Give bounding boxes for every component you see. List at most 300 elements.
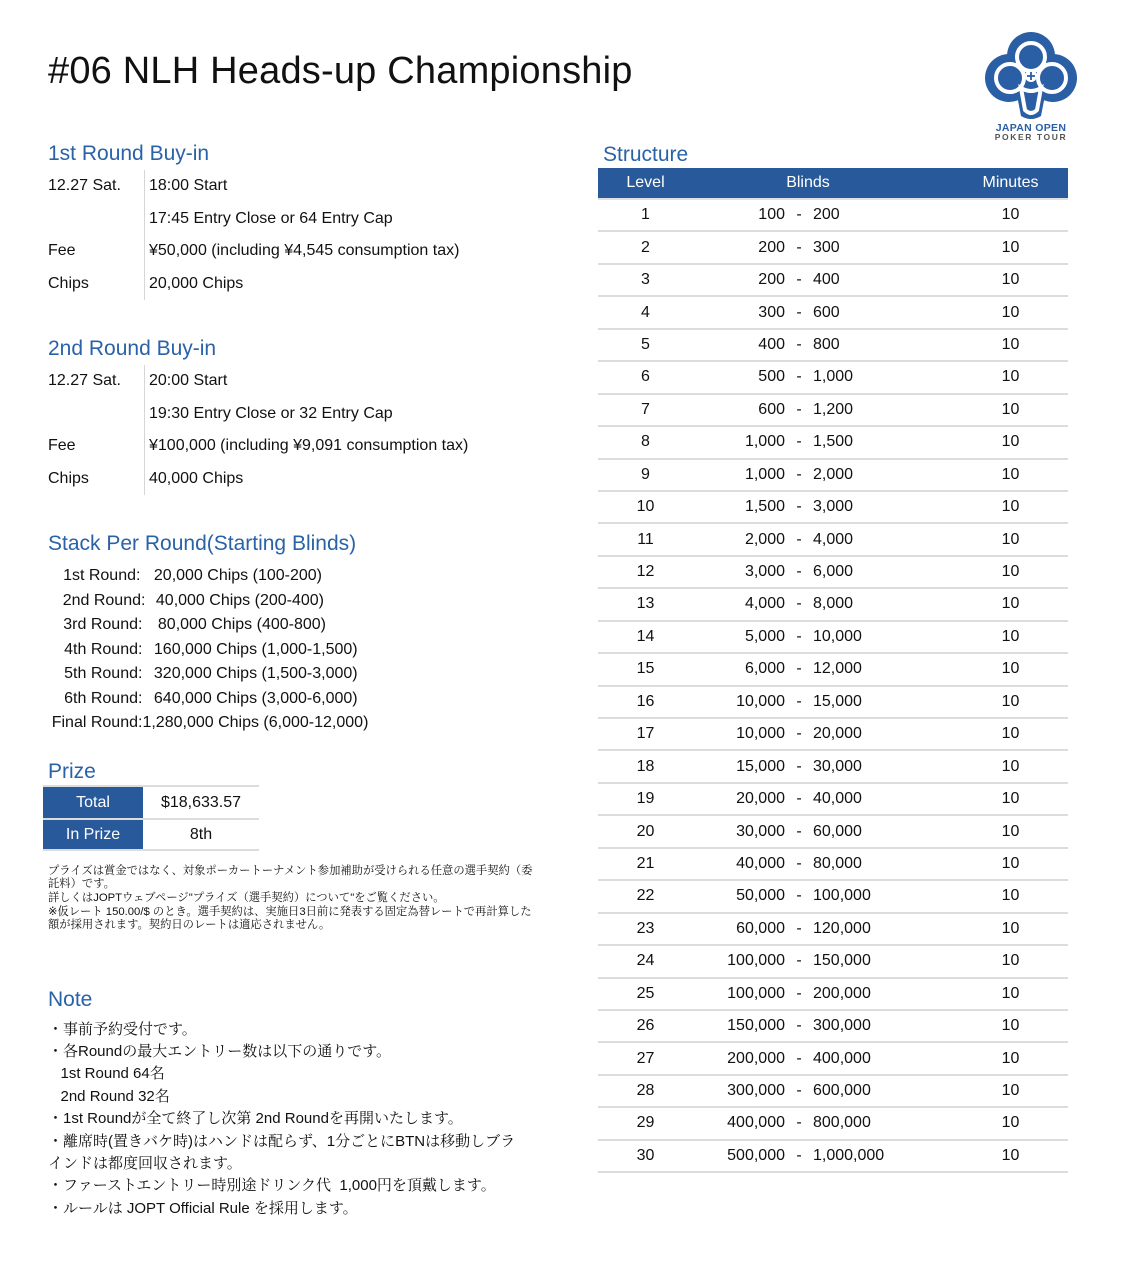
- small-blind: 50,000: [736, 887, 785, 905]
- row-value: 17:45 Entry Close or 64 Entry Cap: [144, 203, 393, 236]
- structure-row: [598, 881, 1068, 913]
- small-blind: 200,000: [727, 1049, 785, 1067]
- minutes-cell: 10: [1001, 1017, 1020, 1035]
- blinds-cell: [693, 660, 913, 678]
- structure-row: [598, 524, 1068, 556]
- blinds-cell: [693, 498, 913, 516]
- blinds-cell: [693, 595, 913, 613]
- minutes-cell: 10: [1001, 563, 1020, 581]
- column-header-minutes: Minutes: [982, 174, 1039, 191]
- small-blind: 100,000: [727, 952, 785, 970]
- small-blind: 100,000: [727, 984, 785, 1002]
- prize-value: 8th: [189, 825, 213, 843]
- blinds-cell: [693, 1114, 913, 1132]
- stack-round-label: 4th Round: [64, 640, 138, 658]
- big-blind: 12,000: [813, 660, 862, 678]
- stack-colon: :: [138, 616, 147, 634]
- small-blind: 5,000: [744, 627, 785, 645]
- level-cell: 20: [636, 822, 655, 840]
- minutes-cell: 10: [1001, 919, 1020, 937]
- row-key: 12.27 Sat.: [48, 372, 121, 390]
- structure-row: [598, 654, 1068, 686]
- level-cell: 24: [636, 952, 655, 970]
- row-value: 40,000 Chips: [144, 463, 243, 496]
- big-blind: 15,000: [813, 692, 862, 710]
- minutes-cell: 10: [1001, 1114, 1020, 1132]
- blinds-separator: -: [796, 498, 802, 516]
- note-heading: Note: [48, 988, 93, 1011]
- big-blind: 400: [813, 271, 840, 289]
- round2-buyin-table: [48, 365, 528, 495]
- minutes-cell: 10: [1001, 206, 1020, 224]
- small-blind: 500,000: [727, 1146, 785, 1164]
- level-cell: 6: [641, 368, 650, 386]
- level-cell: 29: [636, 1114, 655, 1132]
- big-blind: 800,000: [813, 1114, 871, 1132]
- stack-round-label: Final Round: [51, 714, 138, 732]
- stack-row: [48, 638, 368, 663]
- stack-row: [48, 662, 368, 687]
- note-line: ・1st Roundが全て終了し次第 2nd Roundを再開いたします。: [48, 1110, 463, 1128]
- structure-row: [598, 1011, 1068, 1043]
- blinds-separator: -: [796, 952, 802, 970]
- level-cell: 2: [641, 238, 650, 256]
- round2-row-date: [48, 365, 528, 398]
- small-blind: 100: [758, 206, 785, 224]
- stack-colon: :: [141, 591, 150, 609]
- small-blind: 3,000: [744, 563, 785, 581]
- structure-table: [598, 168, 1068, 1173]
- stack-value: 640,000 Chips (3,000-6,000): [153, 689, 358, 707]
- small-blind: 1,000: [744, 465, 785, 483]
- structure-row: [598, 687, 1068, 719]
- round1-row-entry-close: [48, 203, 528, 236]
- stack-round-label: 6th Round: [64, 689, 138, 707]
- structure-row: [598, 589, 1068, 621]
- big-blind: 10,000: [813, 627, 862, 645]
- logo-line1: JAPAN OPEN: [995, 122, 1067, 134]
- small-blind: 10,000: [736, 692, 785, 710]
- column-header-level: Level: [626, 174, 665, 191]
- blinds-separator: -: [796, 887, 802, 905]
- note-line: ・離席時(置きバケ時)はハンドは配らず、1分ごとにBTNは移動しブラ: [48, 1132, 516, 1150]
- blinds-cell: [693, 790, 913, 808]
- stack-round-label: 3rd Round: [63, 616, 138, 634]
- blinds-separator: -: [796, 206, 802, 224]
- big-blind: 60,000: [813, 822, 862, 840]
- minutes-cell: 10: [1001, 887, 1020, 905]
- structure-row: [598, 1076, 1068, 1108]
- minutes-cell: 10: [1001, 368, 1020, 386]
- small-blind: 30,000: [736, 822, 785, 840]
- structure-row: [598, 427, 1068, 459]
- blinds-separator: -: [796, 465, 802, 483]
- small-blind: 20,000: [736, 790, 785, 808]
- blinds-cell: [693, 401, 913, 419]
- blinds-cell: [693, 952, 913, 970]
- structure-row: [598, 751, 1068, 783]
- blinds-cell: [693, 271, 913, 289]
- blinds-cell: [693, 985, 913, 1003]
- blinds-separator: -: [796, 1082, 802, 1100]
- row-key: Chips: [48, 274, 89, 292]
- structure-header-row: [598, 168, 1068, 200]
- blinds-separator: -: [796, 757, 802, 775]
- blinds-separator: -: [796, 595, 802, 613]
- minutes-cell: 10: [1001, 692, 1020, 710]
- blinds-cell: [693, 239, 913, 257]
- level-cell: 4: [641, 303, 650, 321]
- row-value: 19:30 Entry Close or 32 Entry Cap: [144, 398, 393, 431]
- blinds-cell: [693, 855, 913, 873]
- big-blind: 120,000: [813, 919, 871, 937]
- structure-row: [598, 914, 1068, 946]
- level-cell: 26: [636, 1017, 655, 1035]
- minutes-cell: 10: [1001, 303, 1020, 321]
- big-blind: 6,000: [813, 563, 854, 581]
- minutes-cell: 10: [1001, 530, 1020, 548]
- note-line: 1st Round 64名: [48, 1065, 165, 1083]
- stack-colon: :: [138, 689, 147, 707]
- level-cell: 28: [636, 1082, 655, 1100]
- prize-row-total: [43, 785, 259, 818]
- blinds-separator: -: [796, 563, 802, 581]
- round2-heading: 2nd Round Buy-in: [48, 337, 217, 360]
- blinds-cell: [693, 1082, 913, 1100]
- round1-buyin-table: [48, 170, 528, 300]
- big-blind: 1,500: [813, 433, 854, 451]
- structure-row: [598, 622, 1068, 654]
- level-cell: 10: [636, 498, 655, 516]
- big-blind: 30,000: [813, 757, 862, 775]
- round2-row-fee: [48, 430, 528, 463]
- minutes-cell: 10: [1001, 660, 1020, 678]
- minutes-cell: 10: [1001, 854, 1020, 872]
- prize-table: [43, 785, 259, 851]
- small-blind: 200: [758, 271, 785, 289]
- minutes-cell: 10: [1001, 400, 1020, 418]
- prize-value: $18,633.57: [160, 793, 242, 811]
- round2-row-entry-close: [48, 398, 528, 431]
- blinds-cell: [693, 531, 913, 549]
- small-blind: 400: [758, 335, 785, 353]
- structure-row: [598, 557, 1068, 589]
- stack-row: [48, 589, 368, 614]
- blinds-separator: -: [796, 335, 802, 353]
- big-blind: 1,000: [813, 368, 854, 386]
- structure-row: [598, 1043, 1068, 1075]
- minutes-cell: 10: [1001, 790, 1020, 808]
- blinds-separator: -: [796, 790, 802, 808]
- minutes-cell: 10: [1001, 465, 1020, 483]
- small-blind: 300: [758, 303, 785, 321]
- level-cell: 5: [641, 335, 650, 353]
- level-cell: 15: [636, 660, 655, 678]
- big-blind: 300,000: [813, 1017, 871, 1035]
- stack-list: [48, 564, 368, 736]
- round1-row-date: [48, 170, 528, 203]
- blinds-cell: [693, 628, 913, 646]
- structure-row: [598, 849, 1068, 881]
- blinds-cell: [693, 823, 913, 841]
- stack-round-label: 1st Round: [63, 567, 136, 585]
- structure-row: [598, 330, 1068, 362]
- prize-note: プライズは賞金ではなく、対象ポーカートーナメント参加補助が受けられる任意の選手契約（委託料）です。: [48, 865, 533, 890]
- small-blind: 10,000: [736, 725, 785, 743]
- note-line: ・事前予約受付です。: [48, 1020, 197, 1038]
- structure-row: [598, 492, 1068, 524]
- blinds-cell: [693, 563, 913, 581]
- blinds-cell: [693, 206, 913, 224]
- level-cell: 11: [637, 530, 654, 548]
- level-cell: 19: [636, 790, 655, 808]
- stack-value: 320,000 Chips (1,500-3,000): [153, 665, 358, 683]
- big-blind: 600: [813, 303, 840, 321]
- level-cell: 18: [636, 757, 655, 775]
- blinds-cell: [693, 336, 913, 354]
- round1-row-chips: [48, 268, 528, 301]
- row-value: 20:00 Start: [144, 365, 227, 398]
- small-blind: 1,500: [744, 498, 785, 516]
- note-line: インドは都度回収されます。: [48, 1155, 242, 1173]
- small-blind: 2,000: [744, 530, 785, 548]
- column-header-blinds: Blinds: [786, 174, 830, 191]
- stack-value: 20,000 Chips (100-200): [153, 567, 322, 585]
- minutes-cell: 10: [1001, 627, 1020, 645]
- small-blind: 6,000: [744, 660, 785, 678]
- minutes-cell: 10: [1001, 433, 1020, 451]
- blinds-cell: [693, 433, 913, 451]
- level-cell: 25: [636, 984, 655, 1002]
- logo-line2: POKER TOUR: [994, 132, 1068, 142]
- blinds-cell: [693, 693, 913, 711]
- stack-colon: :: [136, 567, 145, 585]
- structure-row: [598, 816, 1068, 848]
- prize-row-in-prize: [43, 818, 259, 851]
- minutes-cell: 10: [1001, 595, 1020, 613]
- level-cell: 3: [641, 271, 650, 289]
- blinds-cell: [693, 1017, 913, 1035]
- blinds-separator: -: [796, 1017, 802, 1035]
- big-blind: 20,000: [813, 725, 862, 743]
- big-blind: 1,000,000: [813, 1146, 885, 1164]
- structure-row: [598, 232, 1068, 264]
- note-line: 2nd Round 32名: [48, 1087, 170, 1105]
- small-blind: 400,000: [727, 1114, 785, 1132]
- blinds-separator: -: [796, 854, 802, 872]
- stack-round-label: 5th Round: [64, 665, 138, 683]
- big-blind: 100,000: [813, 887, 871, 905]
- jopt-logo: [985, 30, 1077, 142]
- big-blind: 800: [813, 335, 840, 353]
- minutes-cell: 10: [1001, 725, 1020, 743]
- level-cell: 8: [641, 433, 650, 451]
- level-cell: 30: [636, 1146, 655, 1164]
- small-blind: 40,000: [736, 854, 785, 872]
- level-cell: 9: [641, 465, 650, 483]
- blinds-separator: -: [796, 984, 802, 1002]
- row-value: 20,000 Chips: [144, 268, 243, 301]
- blinds-cell: [693, 368, 913, 386]
- small-blind: 150,000: [727, 1017, 785, 1035]
- structure-row: [598, 297, 1068, 329]
- stack-colon: :: [138, 714, 143, 732]
- row-value: ¥100,000 (including ¥9,091 consumption tax): [144, 430, 468, 463]
- stack-row: [48, 711, 368, 736]
- minutes-cell: 10: [1001, 757, 1020, 775]
- small-blind: 300,000: [727, 1082, 785, 1100]
- big-blind: 8,000: [813, 595, 854, 613]
- minutes-cell: 10: [1001, 952, 1020, 970]
- level-cell: 16: [636, 692, 655, 710]
- minutes-cell: 10: [1001, 498, 1020, 516]
- level-cell: 7: [641, 400, 650, 418]
- structure-row: [598, 395, 1068, 427]
- level-cell: 21: [636, 854, 655, 872]
- big-blind: 400,000: [813, 1049, 871, 1067]
- stack-colon: :: [138, 640, 147, 658]
- big-blind: 80,000: [813, 854, 862, 872]
- row-key: Fee: [48, 437, 76, 455]
- blinds-separator: -: [796, 303, 802, 321]
- round1-heading: 1st Round Buy-in: [48, 142, 210, 165]
- blinds-cell: [693, 1147, 913, 1165]
- level-cell: 22: [636, 887, 655, 905]
- structure-row: [598, 200, 1068, 232]
- prize-key: Total: [43, 787, 143, 818]
- small-blind: 4,000: [744, 595, 785, 613]
- blinds-separator: -: [796, 919, 802, 937]
- minutes-cell: 10: [1001, 1082, 1020, 1100]
- row-value: 18:00 Start: [144, 170, 227, 203]
- note-list: [48, 1017, 515, 1219]
- round2-row-chips: [48, 463, 528, 496]
- blinds-separator: -: [796, 530, 802, 548]
- blinds-cell: [693, 304, 913, 322]
- structure-row: [598, 946, 1068, 978]
- blinds-separator: -: [796, 725, 802, 743]
- blinds-separator: -: [796, 660, 802, 678]
- blinds-separator: -: [796, 368, 802, 386]
- level-cell: 23: [636, 919, 655, 937]
- big-blind: 2,000: [813, 465, 854, 483]
- stack-value: 40,000 Chips (200-400): [155, 591, 324, 609]
- minutes-cell: 10: [1001, 822, 1020, 840]
- big-blind: 4,000: [813, 530, 854, 548]
- note-line: ・ファーストエントリー時別途ドリンク代 1,000円を頂戴します。: [48, 1177, 496, 1195]
- row-value: ¥50,000 (including ¥4,545 consumption tax): [144, 235, 459, 268]
- minutes-cell: 10: [1001, 1146, 1020, 1164]
- row-key: 12.27 Sat.: [48, 177, 121, 195]
- blinds-cell: [693, 1050, 913, 1068]
- blinds-separator: -: [796, 433, 802, 451]
- small-blind: 200: [758, 238, 785, 256]
- prize-note: 詳しくはJOPTウェブページ"プライズ（選手契約）について"をご覧ください。: [48, 892, 445, 904]
- stack-value: 80,000 Chips (400-800): [157, 616, 326, 634]
- prize-heading: Prize: [48, 760, 96, 783]
- small-blind: 1,000: [744, 433, 785, 451]
- blinds-cell: [693, 725, 913, 743]
- prize-note: ※仮レート 150.00/$ のとき。選手契約は、実施日3日前に発表する固定為替レートで再計算した額が採用されます。契約日のレートは適応されません。: [48, 906, 532, 931]
- row-key: Fee: [48, 242, 76, 260]
- minutes-cell: 10: [1001, 1049, 1020, 1067]
- minutes-cell: 10: [1001, 984, 1020, 1002]
- small-blind: 60,000: [736, 919, 785, 937]
- blinds-cell: [693, 920, 913, 938]
- structure-row: [598, 1141, 1068, 1173]
- stack-colon: :: [138, 665, 147, 683]
- structure-row: [598, 362, 1068, 394]
- blinds-cell: [693, 887, 913, 905]
- structure-body: [598, 200, 1068, 1173]
- big-blind: 200: [813, 206, 840, 224]
- note-line: ・ルールは JOPT Official Rule を採用します。: [48, 1199, 358, 1217]
- stack-row: [48, 564, 368, 589]
- big-blind: 40,000: [813, 790, 862, 808]
- stack-value: 1,280,000 Chips (6,000-12,000): [142, 714, 369, 732]
- minutes-cell: 10: [1001, 238, 1020, 256]
- structure-row: [598, 979, 1068, 1011]
- big-blind: 150,000: [813, 952, 871, 970]
- level-cell: 12: [636, 563, 655, 581]
- blinds-separator: -: [796, 627, 802, 645]
- round1-row-fee: [48, 235, 528, 268]
- stack-row: [48, 687, 368, 712]
- blinds-separator: -: [796, 822, 802, 840]
- small-blind: 15,000: [736, 757, 785, 775]
- page-title: #06 NLH Heads-up Championship: [48, 50, 633, 92]
- big-blind: 3,000: [813, 498, 854, 516]
- blinds-cell: [693, 758, 913, 776]
- stack-value: 160,000 Chips (1,000-1,500): [153, 640, 358, 658]
- structure-row: [598, 265, 1068, 297]
- prize-key: In Prize: [43, 820, 143, 849]
- structure-row: [598, 460, 1068, 492]
- structure-row: [598, 1108, 1068, 1140]
- stack-heading: Stack Per Round(Starting Blinds): [48, 532, 357, 555]
- small-blind: 500: [758, 368, 785, 386]
- minutes-cell: 10: [1001, 335, 1020, 353]
- big-blind: 1,200: [813, 400, 854, 418]
- structure-row: [598, 784, 1068, 816]
- blinds-separator: -: [796, 238, 802, 256]
- structure-row: [598, 719, 1068, 751]
- minutes-cell: 10: [1001, 271, 1020, 289]
- structure-heading: Structure: [603, 143, 689, 166]
- blinds-separator: -: [796, 1049, 802, 1067]
- note-line: ・各Roundの最大エントリー数は以下の通りです。: [48, 1043, 392, 1061]
- stack-round-label: 2nd Round: [62, 591, 141, 609]
- level-cell: 27: [636, 1049, 655, 1067]
- row-key: Chips: [48, 469, 89, 487]
- blinds-separator: -: [796, 1114, 802, 1132]
- level-cell: 1: [641, 206, 650, 224]
- blinds-separator: -: [796, 400, 802, 418]
- blinds-cell: [693, 466, 913, 484]
- blinds-separator: -: [796, 271, 802, 289]
- small-blind: 600: [758, 400, 785, 418]
- blinds-separator: -: [796, 692, 802, 710]
- level-cell: 14: [636, 627, 655, 645]
- stack-row: [48, 613, 368, 638]
- prize-notes: [48, 865, 538, 936]
- big-blind: 600,000: [813, 1082, 871, 1100]
- big-blind: 300: [813, 238, 840, 256]
- level-cell: 17: [636, 725, 655, 743]
- blinds-separator: -: [796, 1146, 802, 1164]
- level-cell: 13: [636, 595, 655, 613]
- club-logo-icon: [985, 30, 1077, 122]
